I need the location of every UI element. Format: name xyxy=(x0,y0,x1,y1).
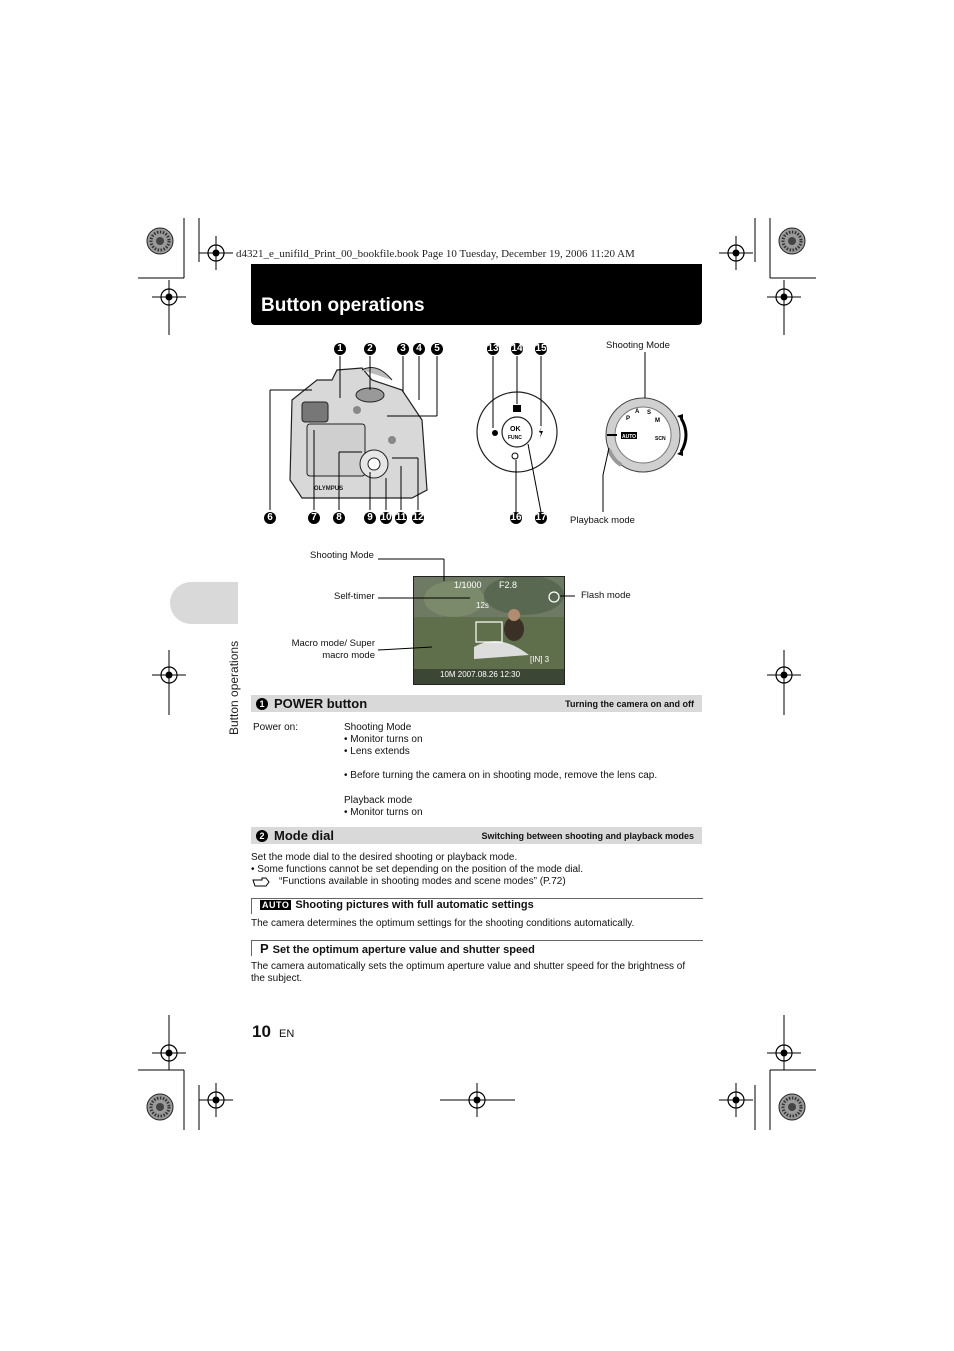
page-title: Button operations xyxy=(261,295,425,316)
page-language: EN xyxy=(279,1028,295,1040)
marker-14: 14 xyxy=(511,343,523,354)
subsection-p-heading: Set the optimum aperture value and shutter speed xyxy=(272,944,535,956)
marker-7: 7 xyxy=(308,512,320,524)
marker-1: 1 xyxy=(334,343,346,355)
marker-17: 17 xyxy=(535,512,547,523)
subsection-p-text: The camera automatically sets the optimum aperture value and shutter speed for the brightness of xyxy=(251,961,686,972)
marker-13: 13 xyxy=(487,343,499,354)
monitor-label-shooting: Shooting Mode xyxy=(310,550,374,561)
pad-ok: OK xyxy=(510,426,521,433)
auto-icon: AUTO xyxy=(262,900,290,910)
dial-auto: AUTO xyxy=(622,434,637,440)
dial-mark-s: S xyxy=(647,410,652,416)
power-on-label: Power on: xyxy=(253,722,299,733)
section-power-heading: POWER button xyxy=(274,696,368,711)
monitor-timer: 12s xyxy=(476,601,489,610)
power-line: • Monitor turns on xyxy=(344,734,423,745)
section-power-subtitle: Turning the camera on and off xyxy=(565,699,694,709)
dial-playback-label: Playback mode xyxy=(570,515,635,526)
camera-brand: OLYMPUS xyxy=(314,486,344,492)
marker-12: 12 xyxy=(412,512,424,523)
monitor-bottom-info: 10M 2007.08.26 12:30 xyxy=(440,670,521,679)
mode-dial-line: • Some functions cannot be set depending on the position of the mode dial. xyxy=(251,864,584,875)
subsection-auto-text: The camera determines the optimum settings for the shooting conditions automatically. xyxy=(251,918,635,929)
monitor-label-macro: Macro mode/ Super macro mode xyxy=(291,638,375,661)
power-line: • Monitor turns on xyxy=(344,807,423,818)
power-line: • Lens extends xyxy=(344,746,410,757)
subsection-p-text: the subject. xyxy=(251,973,303,984)
marker-15: 15 xyxy=(535,343,547,354)
section-power-header xyxy=(251,695,702,712)
dial-mark-p: P xyxy=(626,416,631,422)
marker-3: 3 xyxy=(397,343,409,355)
marker-11: 11 xyxy=(395,512,407,523)
side-tab-label: Button operations xyxy=(227,640,241,735)
subsection-p-header xyxy=(251,940,703,956)
monitor-callouts xyxy=(370,555,610,665)
monitor-label-self-timer: Self-timer xyxy=(334,591,375,602)
section-mode-dial-num: 2 xyxy=(256,830,268,842)
power-line: Playback mode xyxy=(344,795,413,806)
title-bar xyxy=(251,264,702,325)
monitor-counter: [IN] 3 xyxy=(530,655,550,664)
mode-dial-diagram xyxy=(595,340,700,530)
monitor-aperture: F2.8 xyxy=(499,580,518,590)
camera-illustration xyxy=(262,340,442,530)
page-number: 10 xyxy=(252,1022,271,1041)
section-power-num: 1 xyxy=(256,698,268,710)
marker-9: 9 xyxy=(364,512,376,524)
marker-10: 10 xyxy=(380,512,392,523)
pad-func: FUNC xyxy=(508,435,522,441)
dial-mark-a: A xyxy=(635,409,640,415)
mode-dial-line: Set the mode dial to the desired shooting or playback mode. xyxy=(251,852,518,863)
marker-8: 8 xyxy=(333,512,345,524)
power-line: • Before turning the camera on in shooting mode, remove the lens cap. xyxy=(344,770,658,781)
subsection-auto-heading: Shooting pictures with full automatic settings xyxy=(295,899,534,911)
monitor-shutter: 1/1000 xyxy=(454,580,482,590)
star-mark-icon xyxy=(147,228,173,254)
marker-6: 6 xyxy=(264,512,276,524)
marker-4: 4 xyxy=(413,343,425,355)
marker-2: 2 xyxy=(364,343,376,355)
marker-5: 5 xyxy=(431,343,443,355)
monitor-label-flash: Flash mode xyxy=(581,590,631,601)
side-tab xyxy=(170,582,238,624)
section-mode-dial-header xyxy=(251,827,702,844)
p-mode-icon: P xyxy=(260,941,269,956)
power-line: Shooting Mode xyxy=(344,722,412,733)
dial-mark-m: M xyxy=(655,418,660,424)
star-mark-icon xyxy=(147,1094,173,1120)
marker-16: 16 xyxy=(510,512,522,523)
mode-dial-reference: “Functions available in shooting modes and scene modes” (P.72) xyxy=(279,876,566,887)
star-mark-icon xyxy=(779,228,805,254)
book-header: d4321_e_unifild_Print_00_bookfile.book Page 10 Tuesday, December 19, 2006 11:20 AM xyxy=(236,248,635,260)
section-mode-dial-heading: Mode dial xyxy=(274,828,334,843)
dial-mark-scn: SCN xyxy=(655,436,666,442)
dial-shooting-label: Shooting Mode xyxy=(606,340,670,351)
star-mark-icon xyxy=(779,1094,805,1120)
arrow-pad-diagram xyxy=(470,340,565,530)
reference-hand-icon xyxy=(252,876,272,888)
section-mode-dial-subtitle: Switching between shooting and playback modes xyxy=(481,831,694,841)
subsection-auto-header xyxy=(251,898,703,914)
